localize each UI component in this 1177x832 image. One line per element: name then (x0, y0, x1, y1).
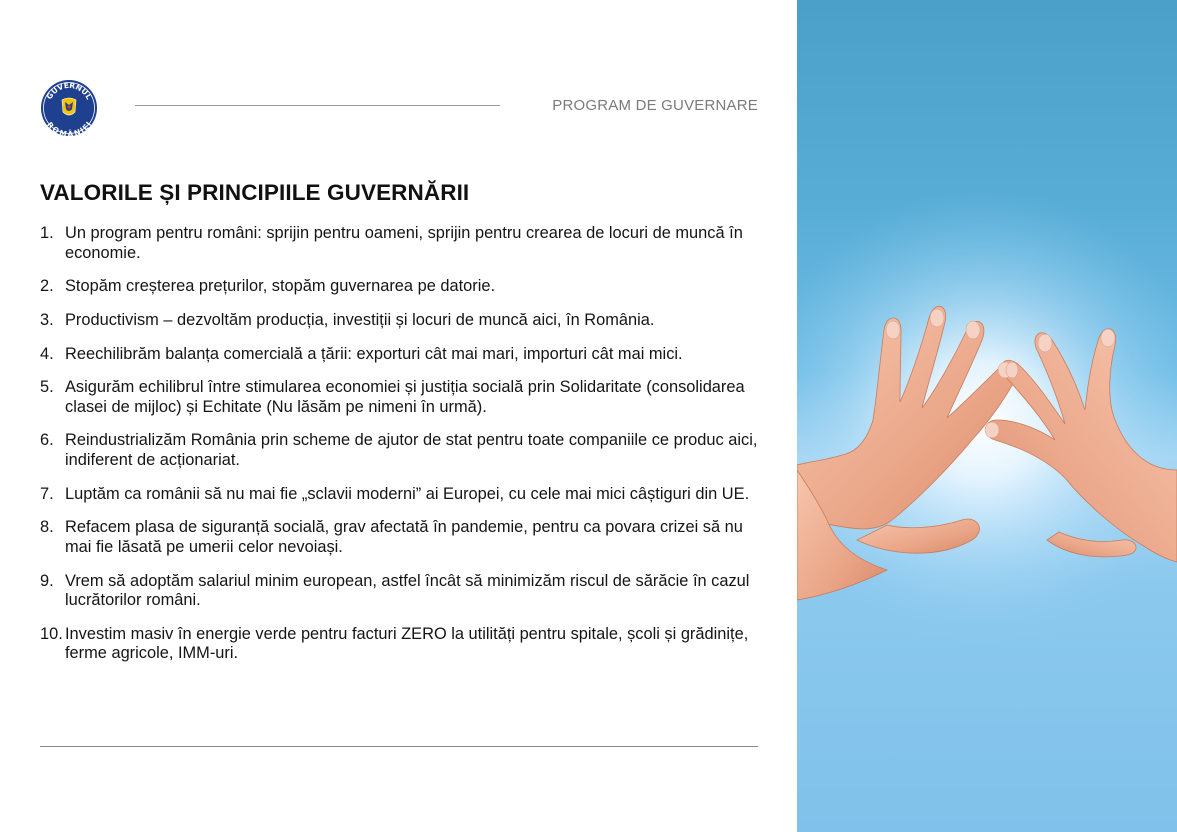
list-item (40, 431, 760, 470)
list-item (40, 311, 760, 331)
list-item (40, 518, 760, 557)
list-item (40, 277, 760, 297)
item-number: 6. (40, 431, 54, 450)
logo-text-top: GUVERNUL (44, 80, 94, 101)
item-number: 2. (40, 277, 54, 296)
item-number: 1. (40, 224, 54, 242)
item-number: 9. (40, 571, 54, 590)
list-item (40, 345, 760, 365)
item-text: Un program pentru români: sprijin pentru oameni, sprijin pentru crearea de locuri de muncă în economie. (65, 224, 743, 262)
footer-divider (40, 746, 758, 747)
item-text: Productivism – dezvoltăm producția, investiții și locuri de muncă aici, în România. (65, 310, 655, 329)
item-number: 3. (40, 310, 54, 329)
item-text: Investim masiv în energie verde pentru facturi ZERO la utilități pentru spitale, școli și grădinițe, ferme agricole, IMM-uri. (65, 624, 749, 663)
list-item (40, 485, 760, 505)
logo-text-bottom: ROMÂNIEI (45, 120, 94, 137)
principles-list (40, 224, 760, 678)
item-text: Vrem să adoptăm salariul minim european, astfel încât să minimizăm riscul de sărăcie în cazul lucrătorilor români. (65, 571, 750, 609)
list-item (40, 625, 760, 664)
government-seal-icon (40, 79, 98, 137)
item-number: 4. (40, 344, 54, 363)
item-text: Reechilibrăm balanța comercială a țării: exporturi cât mai mari, importuri cât mai mici. (65, 344, 683, 363)
item-number: 7. (40, 484, 54, 503)
item-number: 5. (40, 378, 54, 397)
government-logo (40, 79, 98, 137)
item-text: Luptăm ca românii să nu mai fie „sclavii moderni” ai Europei, cu cele mai mici câștiguri din UE. (65, 484, 750, 503)
item-text: Stopăm creșterea prețurilor, stopăm guvernarea pe datorie. (65, 277, 496, 296)
item-number: 10. (40, 624, 63, 643)
list-item (40, 224, 760, 263)
header-divider (135, 105, 500, 106)
document-label: PROGRAM DE GUVERNARE (552, 97, 758, 114)
list-item (40, 378, 760, 417)
item-text: Reindustrializăm România prin scheme de ajutor de stat pentru toate companiile ce produc aici, indiferent de acționariat. (65, 431, 758, 469)
hands-sky-photo (797, 0, 1177, 832)
item-text: Refacem plasa de siguranță socială, grav afectată în pandemie, pentru ca povara crizei să nu mai fie lăsată pe umerii celor nevoiași. (65, 518, 743, 556)
item-number: 8. (40, 518, 54, 537)
list-item (40, 572, 760, 611)
section-title: VALORILE ȘI PRINCIPIILE GUVERNĂRII (40, 180, 470, 205)
hands-reaching-sky-icon (797, 0, 1177, 832)
item-text: Asigurăm echilibrul între stimularea economiei și justiția socială prin Solidaritate (consolidarea clasei de mijloc) și Echitate (Nu lăsăm pe nimeni în urmă). (65, 378, 745, 416)
